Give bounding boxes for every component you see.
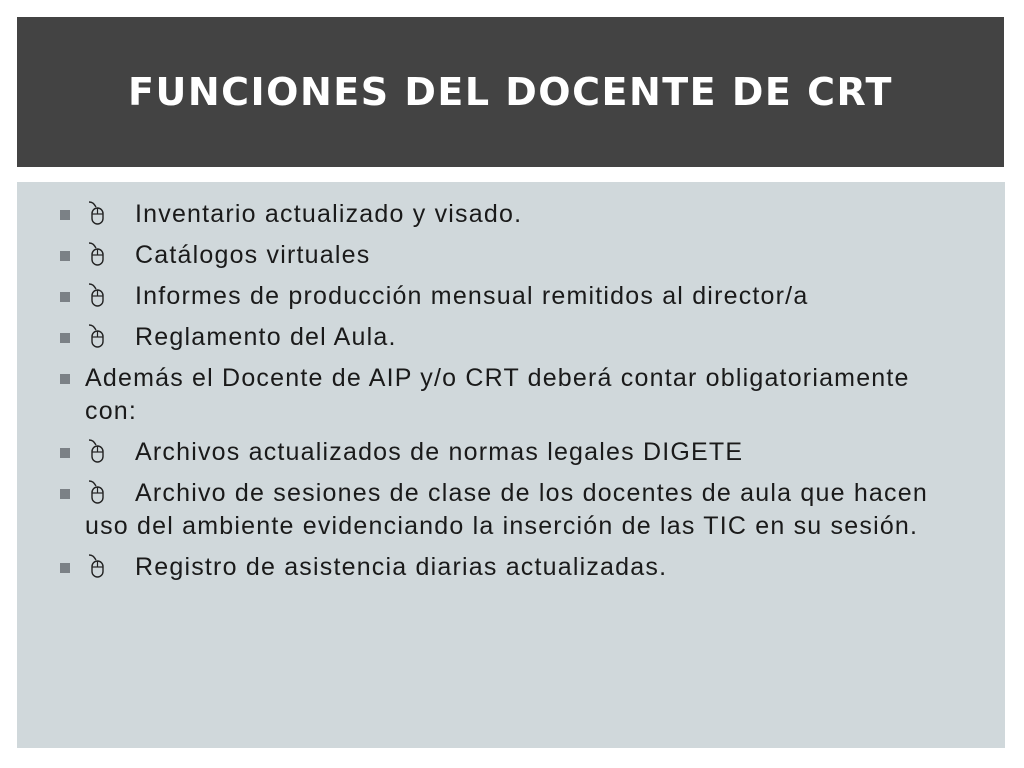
list-item-text: Registro de asistencia diarias actualizadas.: [135, 553, 668, 581]
bullet-list: [17, 182, 1005, 584]
list-item: [17, 280, 1005, 313]
title-bar: [17, 17, 1004, 167]
list-item: [17, 551, 1005, 584]
list-item: [17, 321, 1005, 354]
list-item-text: Informes de producción mensual remitidos al director/a: [135, 282, 809, 310]
list-item-text: Archivos actualizados de normas legales DIGETE: [135, 438, 744, 466]
list-item: [17, 436, 1005, 469]
square-bullet-icon: [60, 374, 70, 384]
list-item: [17, 477, 1005, 543]
content-area: [17, 182, 1005, 748]
mouse-icon: [85, 323, 107, 349]
mouse-icon: [85, 200, 107, 226]
square-bullet-icon: [60, 251, 70, 261]
list-item: [17, 198, 1005, 231]
list-item-text: Archivo de sesiones de clase de los docentes de aula que hacen uso del ambiente evidenciando la inserción de las TIC en su sesión.: [85, 479, 928, 540]
square-bullet-icon: [60, 333, 70, 343]
mouse-icon: [85, 438, 107, 464]
square-bullet-icon: [60, 448, 70, 458]
list-item-text: Además el Docente de AIP y/o CRT deberá contar obligatoriamente con:: [85, 364, 910, 425]
list-item: [17, 362, 1005, 428]
square-bullet-icon: [60, 563, 70, 573]
square-bullet-icon: [60, 292, 70, 302]
mouse-icon: [85, 553, 107, 579]
slide-title: FUNCIONES DEL DOCENTE DE CRT: [128, 70, 893, 114]
list-item-text: Catálogos virtuales: [135, 241, 371, 269]
square-bullet-icon: [60, 489, 70, 499]
list-item-text: Reglamento del Aula.: [135, 323, 397, 351]
mouse-icon: [85, 241, 107, 267]
square-bullet-icon: [60, 210, 70, 220]
list-item: [17, 239, 1005, 272]
list-item-text: Inventario actualizado y visado.: [135, 200, 523, 228]
mouse-icon: [85, 479, 107, 505]
mouse-icon: [85, 282, 107, 308]
